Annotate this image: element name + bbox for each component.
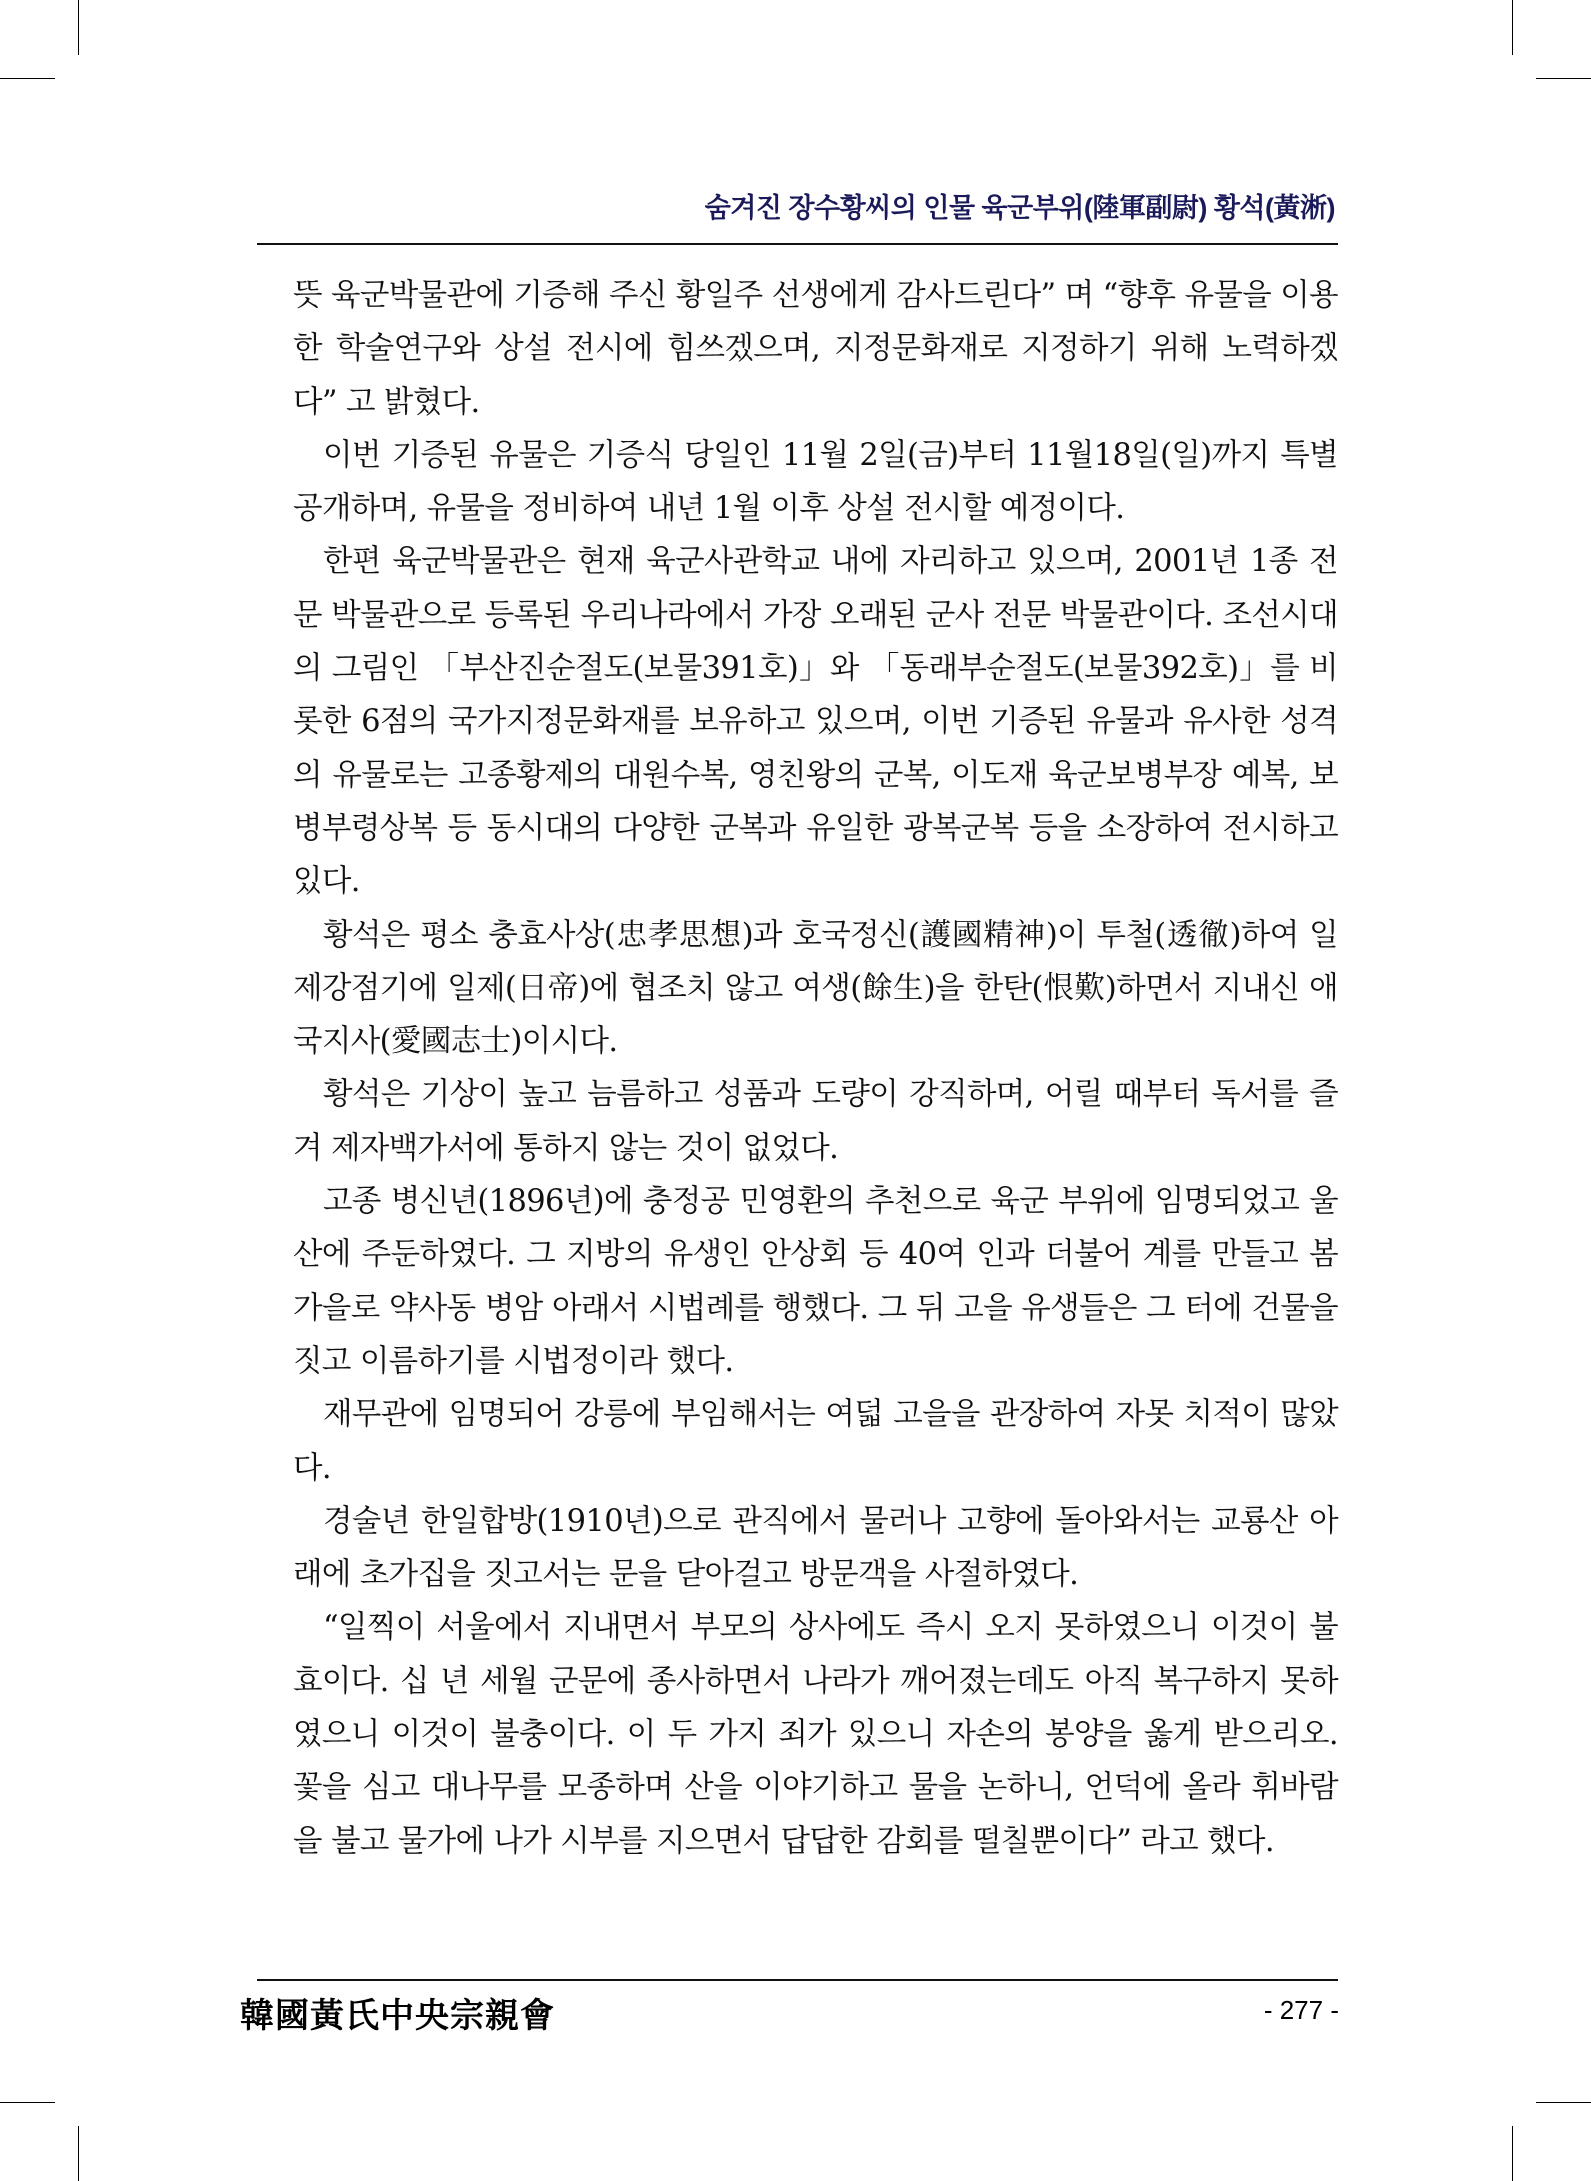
society-name: 韓國黃氏中央宗親會 — [240, 1996, 555, 2036]
paragraph: 고종 병신년(1896년)에 충정공 민영환의 추천으로 육군 부위에 임명되었고 울산에 주둔하였다. 그 지방의 유생인 안상회 등 40여 인과 더불어 계를 만들고 봄가을로 약사동 병암 아래서 시법례를 행했다. 그 뒤 고을 유생들은 그 터에 건물을 짓고 이름하기를 시법정이라 했다. — [293, 1184, 1338, 1379]
footer-rule — [257, 1979, 1338, 1981]
crop-mark-top-right-horizontal — [1536, 78, 1591, 79]
running-header: 숨겨진 장수황씨의 인물 육군부위(陸軍副尉) 황석(黃淅) — [704, 193, 1335, 223]
crop-mark-top-right-vertical — [1512, 0, 1513, 55]
crop-mark-bottom-right-horizontal — [1536, 2102, 1591, 2103]
body-text — [293, 269, 1338, 1868]
paragraph: 경술년 한일합방(1910년)으로 관직에서 물러나 고향에 돌아와서는 교룡산 아래에 초가집을 짓고서는 문을 닫아걸고 방문객을 사절하였다. — [293, 1503, 1338, 1593]
paragraph: 이번 기증된 유물은 기증식 당일인 11월 2일(금)부터 11월18일(일)까지 특별 공개하며, 유물을 정비하여 내년 1월 이후 상설 전시할 예정이다. — [293, 437, 1338, 527]
crop-mark-top-left-vertical — [78, 0, 79, 55]
crop-mark-bottom-right-vertical — [1512, 2126, 1513, 2181]
crop-mark-bottom-left-horizontal — [0, 2102, 55, 2103]
paragraph: “일찍이 서울에서 지내면서 부모의 상사에도 즉시 오지 못하였으니 이것이 불효이다. 십 년 세월 군문에 종사하면서 나라가 깨어졌는데도 아직 복구하지 못하였으니 이것이 불충이다. 이 두 가지 죄가 있으니 자손의 봉양을 옳게 받으리오. 꽃을 심고 대나무를 모종하며 산을 이야기하고 물을 논하니, 언덕에 올라 휘바람을 불고 물가에 나가 시부를 지으면서 답답한 감회를 떨칠뿐이다” 라고 했다. — [293, 1610, 1338, 1859]
header-rule — [257, 243, 1338, 245]
crop-mark-top-left-horizontal — [0, 78, 55, 79]
crop-mark-bottom-left-vertical — [78, 2126, 79, 2181]
paragraph: 재무관에 임명되어 강릉에 부임해서는 여덟 고을을 관장하여 자못 치적이 많았다. — [293, 1397, 1338, 1486]
paragraph: 한편 육군박물관은 현재 육군사관학교 내에 자리하고 있으며, 2001년 1종 전문 박물관으로 등록된 우리나라에서 가장 오래된 군사 전문 박물관이다. 조선시대의 그림인 「부산진순절도(보물391호)」와 「동래부순절도(보물392호)」를 비롯한 6점의 국가지정문화재를 보유하고 있으며, 이번 기증된 유물과 유사한 성격의 유물로는 고종황제의 대원수복, 영친왕의 군복, 이도재 육군보병부장 예복, 보병부령상복 등 동시대의 다양한 군복과 유일한 광복군복 등을 소장하여 전시하고 있다. — [293, 544, 1338, 900]
paragraph: 뜻 육군박물관에 기증해 주신 황일주 선생에게 감사드린다” 며 “향후 유물을 이용한 학술연구와 상설 전시에 힘쓰겠으며, 지정문화재로 지정하기 위해 노력하겠다” 고 밝혔다. — [293, 278, 1338, 420]
page-number: - 277 - — [1263, 1995, 1339, 2025]
paragraph: 황석은 기상이 높고 늠름하고 성품과 도량이 강직하며, 어릴 때부터 독서를 즐겨 제자백가서에 통하지 않는 것이 없었다. — [293, 1077, 1338, 1166]
paragraph: 황석은 평소 충효사상(忠孝思想)과 호국정신(護國精神)이 투철(透徹)하여 일제강점기에 일제(日帝)에 협조치 않고 여생(餘生)을 한탄(恨歎)하면서 지내신 애국지사(愛國志士)이시다. — [293, 917, 1338, 1060]
